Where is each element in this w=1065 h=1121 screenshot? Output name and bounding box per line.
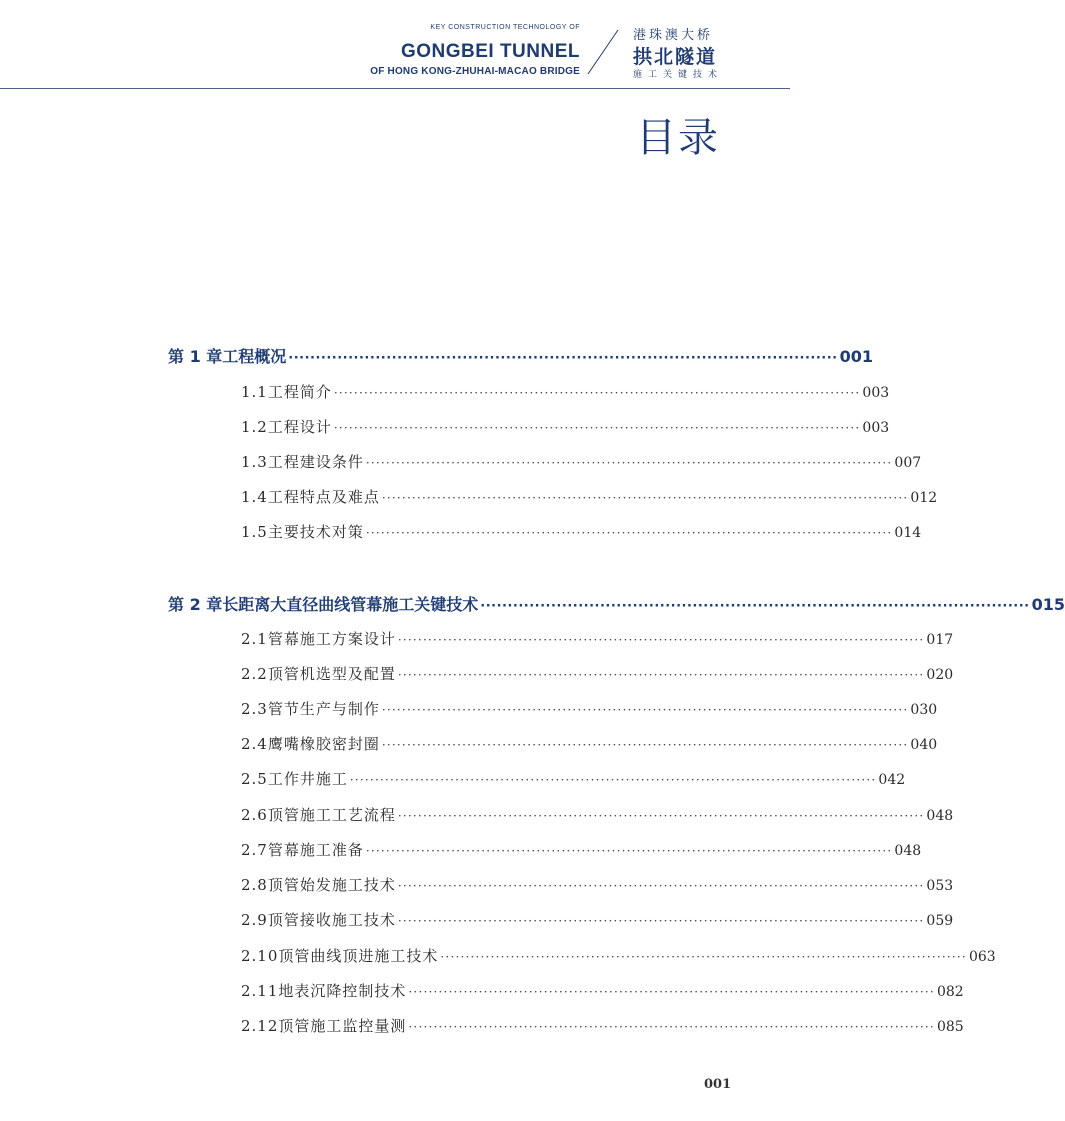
dot-leader: ········································································································· xyxy=(349,773,877,787)
toc-section-1-5[interactable] xyxy=(241,521,922,542)
section-number: 2.4 xyxy=(241,735,268,753)
dot-leader: ········································································································· xyxy=(365,844,893,858)
section-page: 020 xyxy=(926,667,954,683)
toc-section-2-5[interactable] xyxy=(241,768,906,789)
section-number: 2.7 xyxy=(241,841,268,859)
dot-leader: ········································································································· xyxy=(365,456,893,470)
dot-leader: ········································································································· xyxy=(397,633,925,647)
dot-leader: ········································································································· xyxy=(397,668,925,682)
header-en-title: GONGBEI TUNNEL xyxy=(400,41,580,62)
section-page: 003 xyxy=(862,385,890,401)
section-number: 1.3 xyxy=(241,453,268,471)
section-page: 063 xyxy=(968,949,996,965)
section-number: 1.4 xyxy=(241,488,268,506)
section-title: 工作井施工 xyxy=(267,770,348,788)
dot-leader: ········································································································· xyxy=(408,1020,935,1034)
section-title: 工程简介 xyxy=(267,383,332,401)
section-number: 2.6 xyxy=(241,806,268,824)
toc-section-2-12[interactable] xyxy=(241,1015,964,1036)
section-page: 030 xyxy=(910,702,938,718)
section-page: 042 xyxy=(878,772,906,788)
chapter-page: 015 xyxy=(1031,595,1065,614)
toc-section-2-7[interactable] xyxy=(241,839,922,860)
section-title: 管节生产与制作 xyxy=(267,700,380,718)
toc-section-2-1[interactable] xyxy=(241,628,954,649)
header-cn-line1: 港珠澳大桥 xyxy=(633,28,714,43)
chapter-page: 001 xyxy=(839,347,873,366)
toc-section-2-8[interactable] xyxy=(241,874,954,895)
dot-leader: ········································································································· xyxy=(397,879,925,893)
section-title: 顶管曲线顶进施工技术 xyxy=(278,947,439,965)
header-en-subtitle: OF HONG KONG-ZHUHAI-MACAO BRIDGE xyxy=(370,66,580,77)
toc-chapter-2[interactable] xyxy=(168,592,1065,615)
section-number: 2.8 xyxy=(241,876,268,894)
toc-section-2-3[interactable] xyxy=(241,698,938,719)
section-title: 管幕施工方案设计 xyxy=(267,630,396,648)
section-page: 053 xyxy=(926,878,954,894)
section-number: 2.1 xyxy=(241,630,268,648)
toc-section-2-10[interactable] xyxy=(241,945,996,966)
toc-section-2-11[interactable] xyxy=(241,980,964,1001)
section-title: 顶管施工监控量测 xyxy=(278,1017,407,1035)
chapter-title: 长距离大直径曲线管幕施工关键技术 xyxy=(222,595,479,614)
section-number: 2.11 xyxy=(241,982,279,1000)
section-title: 工程设计 xyxy=(267,418,332,436)
section-number: 2.10 xyxy=(241,947,279,965)
toc-section-2-6[interactable] xyxy=(241,804,954,825)
section-title: 顶管施工工艺流程 xyxy=(267,806,396,824)
section-number: 1.5 xyxy=(241,523,268,541)
toc-chapter-1[interactable] xyxy=(168,344,873,367)
toc-section-1-4[interactable] xyxy=(241,486,938,507)
section-page: 012 xyxy=(910,490,938,506)
section-page: 085 xyxy=(936,1019,964,1035)
chapter-label: 第 1 章 xyxy=(168,347,223,366)
chapter-title: 工程概况 xyxy=(222,347,287,366)
dot-leader: ········································································································· xyxy=(408,985,935,999)
section-page: 014 xyxy=(894,525,922,541)
section-title: 工程建设条件 xyxy=(267,453,364,471)
header-cn-title: 拱北隧道 xyxy=(633,46,718,68)
header-cn-line3: 施工关键技术 xyxy=(633,70,724,80)
toc-section-2-9[interactable] xyxy=(241,909,954,930)
dot-leader: ········································································································· xyxy=(397,809,925,823)
section-title: 工程特点及难点 xyxy=(267,488,380,506)
section-page: 040 xyxy=(910,737,938,753)
section-page: 048 xyxy=(926,808,954,824)
header-en-small: KEY CONSTRUCTION TECHNOLOGY OF xyxy=(430,24,580,31)
toc-section-1-2[interactable] xyxy=(241,416,890,437)
section-number: 1.2 xyxy=(241,418,268,436)
page-number: 001 xyxy=(704,1077,732,1092)
dot-leader: ········································································································· xyxy=(333,421,861,435)
dot-leader: ········································································································· xyxy=(381,491,909,505)
section-number: 2.3 xyxy=(241,700,268,718)
chapter-label: 第 2 章 xyxy=(168,595,223,614)
dot-leader: ····································································································· xyxy=(288,351,838,366)
section-page: 003 xyxy=(862,420,890,436)
toc-section-2-4[interactable] xyxy=(241,733,938,754)
dot-leader: ····································································································· xyxy=(480,599,1030,614)
section-title: 顶管始发施工技术 xyxy=(267,876,396,894)
header-slash-divider xyxy=(582,28,622,78)
section-title: 顶管接收施工技术 xyxy=(267,911,396,929)
section-number: 2.5 xyxy=(241,770,268,788)
section-title: 主要技术对策 xyxy=(267,523,364,541)
section-number: 2.12 xyxy=(241,1017,279,1035)
section-page: 017 xyxy=(926,632,954,648)
section-page: 007 xyxy=(894,455,922,471)
toc-section-1-1[interactable] xyxy=(241,381,890,402)
dot-leader: ········································································································· xyxy=(365,526,893,540)
section-number: 2.2 xyxy=(241,665,268,683)
dot-leader: ········································································································· xyxy=(397,914,925,928)
section-number: 2.9 xyxy=(241,911,268,929)
toc-section-2-2[interactable] xyxy=(241,663,954,684)
section-number: 1.1 xyxy=(241,383,268,401)
section-page: 059 xyxy=(926,913,954,929)
header-rule xyxy=(0,88,790,89)
dot-leader: ········································································································· xyxy=(381,703,909,717)
section-title: 地表沉降控制技术 xyxy=(278,982,407,1000)
page-title: 目录 xyxy=(636,115,720,161)
dot-leader: ········································································································· xyxy=(381,738,909,752)
dot-leader: ········································································································· xyxy=(440,950,967,964)
section-page: 048 xyxy=(894,843,922,859)
section-title: 顶管机选型及配置 xyxy=(267,665,396,683)
dot-leader: ········································································································· xyxy=(333,386,861,400)
section-page: 082 xyxy=(936,984,964,1000)
section-title: 鹰嘴橡胶密封圈 xyxy=(267,735,380,753)
toc-section-1-3[interactable] xyxy=(241,451,922,472)
section-title: 管幕施工准备 xyxy=(267,841,364,859)
